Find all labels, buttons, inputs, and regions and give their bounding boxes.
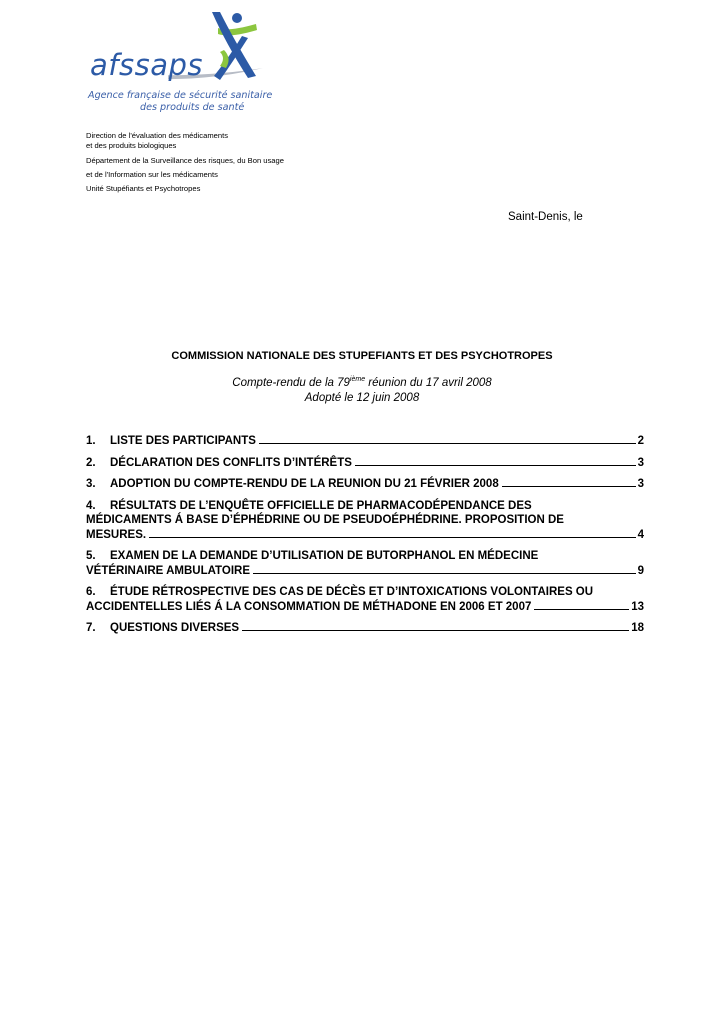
- toc-title-text: QUESTIONS DIVERSES: [110, 622, 240, 634]
- toc-line: [86, 585, 644, 600]
- department-line1: Département de la Surveillance des risques, du Bon usage: [86, 156, 284, 165]
- toc-page-number: 3: [637, 456, 644, 469]
- toc-page-number: 4: [637, 528, 644, 541]
- toc-title-text: VÉTÉRINAIRE AMBULATOIRE: [86, 564, 250, 577]
- toc-number: 5.: [86, 550, 96, 562]
- toc-number: 3.: [86, 478, 96, 490]
- toc-line: [86, 528, 644, 543]
- unit-line: Unité Stupéfiants et Psychotropes: [86, 184, 201, 193]
- toc-leader: [534, 609, 629, 610]
- direction-line2: et des produits biologiques: [86, 140, 177, 150]
- toc-entry: [86, 434, 644, 449]
- toc-entry: [86, 477, 644, 492]
- toc-page-number: 2: [637, 435, 644, 447]
- toc-number: 6.: [86, 586, 96, 598]
- toc-title-text: RÉSULTATS DE L’ENQUÊTE OFFICIELLE DE PHARMACODÉPENDANCE DES: [110, 499, 532, 512]
- toc-entry: [86, 549, 644, 578]
- toc-title-text: EXAMEN DE LA DEMANDE D’UTILISATION DE BUTORPHANOL EN MÉDECINE: [110, 550, 539, 562]
- toc-leader: [259, 443, 636, 444]
- toc-title-text: ÉTUDE RÉTROSPECTIVE DES CAS DE DÉCÈS ET D’INTOXICATIONS VOLONTAIRES OU: [110, 586, 594, 598]
- toc-line: [86, 456, 644, 471]
- department-line2: et de l'Information sur les médicaments: [86, 170, 218, 179]
- toc-page-number: 18: [631, 622, 644, 634]
- adopted-date: Adopté le 12 juin 2008: [304, 392, 420, 404]
- toc-title-text: ADOPTION DU COMPTE-RENDU DE LA REUNION DU 21 FÉVRIER 2008: [110, 478, 499, 490]
- toc-leader: [355, 465, 636, 466]
- toc-title-text: MÉDICAMENTS Á BASE D’ÉPHÉDRINE OU DE PSEUDOÉPHÉDRINE. PROPOSITION DE: [86, 514, 564, 526]
- toc-page-number: 9: [637, 564, 644, 577]
- table-of-contents: [86, 434, 644, 643]
- toc-page-number: 3: [637, 478, 644, 490]
- toc-title-text: LISTE DES PARTICIPANTS: [110, 435, 256, 447]
- document-title: COMMISSION NATIONALE DES STUPEFIANTS ET DES PSYCHOTROPES: [171, 350, 553, 362]
- logo-wordmark: afssaps: [90, 48, 203, 82]
- toc-line: [86, 549, 644, 564]
- toc-entry: [86, 499, 644, 543]
- toc-line: [86, 477, 644, 492]
- direction-block: [86, 131, 228, 150]
- afssaps-logo: [88, 10, 278, 114]
- toc-entry: [86, 585, 644, 614]
- toc-leader: [502, 486, 636, 487]
- toc-number: 7.: [86, 622, 96, 634]
- toc-line: [86, 600, 644, 615]
- toc-line: [86, 513, 644, 528]
- toc-entry: [86, 456, 644, 471]
- toc-title-text: ACCIDENTELLES LIÉS Á LA CONSOMMATION DE MÉTHADONE EN 2006 ET 2007: [86, 600, 532, 613]
- toc-number: 2.: [86, 456, 96, 469]
- toc-title-text: MESURES.: [86, 528, 147, 541]
- toc-number: 1.: [86, 435, 96, 447]
- toc-line: [86, 434, 644, 449]
- toc-line: [86, 564, 644, 579]
- subtitle-suffix: réunion du 17 avril 2008: [365, 377, 492, 389]
- subtitle-superscript: ième: [349, 376, 366, 383]
- toc-leader: [242, 630, 629, 631]
- direction-line1: Direction de l'évaluation des médicaments: [86, 131, 229, 140]
- subtitle-prefix: Compte-rendu de la 79: [232, 377, 350, 389]
- toc-entry: [86, 621, 644, 636]
- toc-leader: [253, 573, 636, 574]
- place-date: Saint-Denis, le: [508, 211, 583, 223]
- toc-leader: [149, 537, 636, 538]
- toc-title-text: DÉCLARATION DES CONFLITS D’INTÉRÊTS: [110, 456, 352, 469]
- toc-line: [86, 499, 644, 514]
- toc-line: [86, 621, 644, 636]
- toc-number: 4.: [86, 499, 96, 512]
- toc-page-number: 13: [631, 600, 644, 613]
- logo-tagline-line2: des produits de santé: [140, 102, 245, 113]
- meeting-subtitle: [0, 377, 724, 389]
- logo-tagline-line1: Agence française de sécurité sanitaire: [88, 90, 273, 101]
